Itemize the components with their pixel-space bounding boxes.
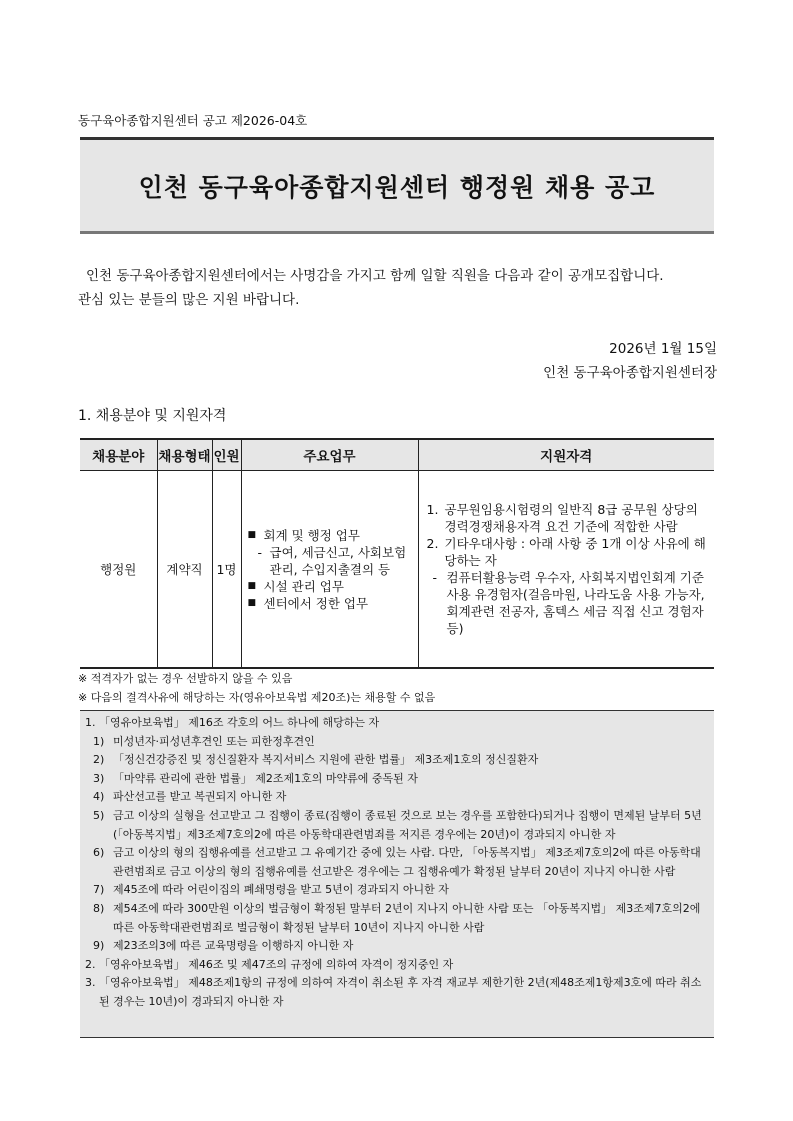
page-title: 인천 동구육아종합지원센터 행정원 채용 공고 (138, 172, 656, 202)
dash-icon: - (257, 544, 263, 560)
duty-item: ■ 시설 관리 업무 (247, 578, 344, 594)
cell-qualifications (418, 471, 714, 669)
bullet-square-icon: ■ (247, 597, 257, 608)
dash-icon: - (432, 570, 438, 585)
header-field: 채용분야 (80, 439, 157, 471)
disqualification-box (80, 710, 714, 1038)
note-2: ※ 다음의 결격사유에 해당하는 자(영유아보육법 제20조)는 채용할 수 없음 (78, 691, 436, 704)
list-item: 7) 제45조에 따라 어린이집의 폐쇄명령을 받고 5년이 경과되지 아니한 자 (93, 883, 449, 897)
list-item: 3) 「마약류 관리에 관한 법률」 제2조제1호의 마약류에 중독된 자 (93, 771, 418, 785)
disqualification-main-2: 2. 「영유아보육법」 제46조 및 제47조의 규정에 의하여 자격이 정지중인 자 (85, 957, 454, 971)
header-count: 인원 (212, 439, 241, 471)
cell-duties (241, 471, 418, 669)
disqualification-main-1: 1. 「영유아보육법」 제16조 각호의 어느 하나에 해당하는 자 (85, 716, 380, 729)
duty-item: ■ 회계 및 행정 업무 (247, 527, 360, 543)
notice-number: 동구육아종합지원센터 공고 제2026-04호 (78, 113, 308, 128)
duty-sub-item: - 급여, 세금신고, 사회보험 관리, 수입지출결의 등 (257, 544, 407, 577)
qualification-sub-item: - 컴퓨터활용능력 우수자, 사회복지법인회계 기준 사용 유경험자(걸음마원, 나라도움 사용 가능자, 회계관련 전공자, 홈텍스 세금 직접 신고 경험자 등) (432, 570, 705, 636)
qualification-item: 1. 공무원임용시험령의 일반직 8급 공무원 상당의 경력경쟁채용자격 요건 기준에 적합한 사람 (426, 502, 698, 534)
duty-item: ■ 센터에서 정한 업무 (247, 595, 369, 611)
note-1: ※ 적격자가 없는 경우 선발하지 않을 수 있음 (78, 672, 293, 685)
bullet-square-icon: ■ (247, 580, 257, 591)
table-row (80, 471, 714, 669)
header-qualifications: 지원자격 (418, 439, 714, 471)
list-item: 1) 미성년자·피성년후견인 또는 피한정후견인 (93, 734, 315, 748)
table-header-row (80, 439, 714, 471)
list-item: 2) 「정신건강증진 및 정신질환자 복지서비스 지원에 관한 법률」 제3조제1호의 정신질환자 (93, 753, 539, 767)
cell-type: 계약직 (157, 471, 212, 669)
disqualification-main-3: 3. 「영유아보육법」 제48조제1항의 규정에 의하여 자격이 취소된 후 자격 재교부 제한기한 2년(제48조제1항제3호에 따라 취소된 경우는 10년)이 경과되지 아니한 자 (85, 976, 702, 1008)
list-item: 4) 파산선고를 받고 복권되지 아니한 자 (93, 790, 287, 804)
signature-block (543, 337, 717, 385)
announcement-date: 2026년 1월 15일 (609, 341, 717, 357)
issuer-name: 인천 동구육아종합지원센터장 (543, 365, 717, 381)
section-1-title: 1. 채용분야 및 지원자격 (78, 408, 227, 424)
intro-line-1: 인천 동구육아종합지원센터에서는 사명감을 가지고 함께 일할 직원을 다음과 같이 공개모집합니다. (86, 268, 664, 284)
title-box (80, 137, 714, 234)
cell-field: 행정원 (80, 471, 157, 669)
qualification-item: 2. 기타우대사항 : 아래 사항 중 1개 이상 사유에 해당하는 자 (426, 536, 706, 568)
header-duties: 주요업무 (241, 439, 418, 471)
list-item: 5) 금고 이상의 실형을 선고받고 그 집행이 종료(집행이 종료된 것으로 보는 경우를 포함한다)되거나 집행이 면제된 날부터 5년(「아동복지법」제3조제7호의2에 따른 아동학대관련범죄를 저지른 경우에는 20년)이 경과되지 아니한 자 (93, 808, 702, 841)
list-item: 9) 제23조의3에 따른 교육명령을 이행하지 아니한 자 (93, 939, 354, 953)
cell-count: 1명 (212, 471, 241, 669)
list-item: 8) 제54조에 따라 300만원 이상의 벌금형이 확정된 말부터 2년이 지나지 아니한 사람 또는 「아동복지법」 제3조제7호의2에 따른 아동학대관련범죄로 벌금형이 확정된 날부터 10년이 지나지 아니한 사람 (93, 901, 701, 934)
notes (78, 669, 435, 707)
intro-paragraph (78, 264, 718, 312)
intro-line-2: 관심 있는 분들의 많은 지원 바랍니다. (78, 292, 300, 308)
bullet-square-icon: ■ (247, 529, 257, 540)
list-item: 6) 금고 이상의 형의 집행유예를 선고받고 그 유예기간 중에 있는 사람. 다만, 「아동복지법」 제3조제7호의2에 따른 아동학대관련범죄로 금고 이상의 형의 집행유예를 선고받은 경우에는 그 집행유예가 확정된 날부터 20년이 지나지 아니한 사람 (93, 846, 701, 878)
header-type: 채용형태 (157, 439, 212, 471)
recruitment-table (80, 438, 714, 669)
